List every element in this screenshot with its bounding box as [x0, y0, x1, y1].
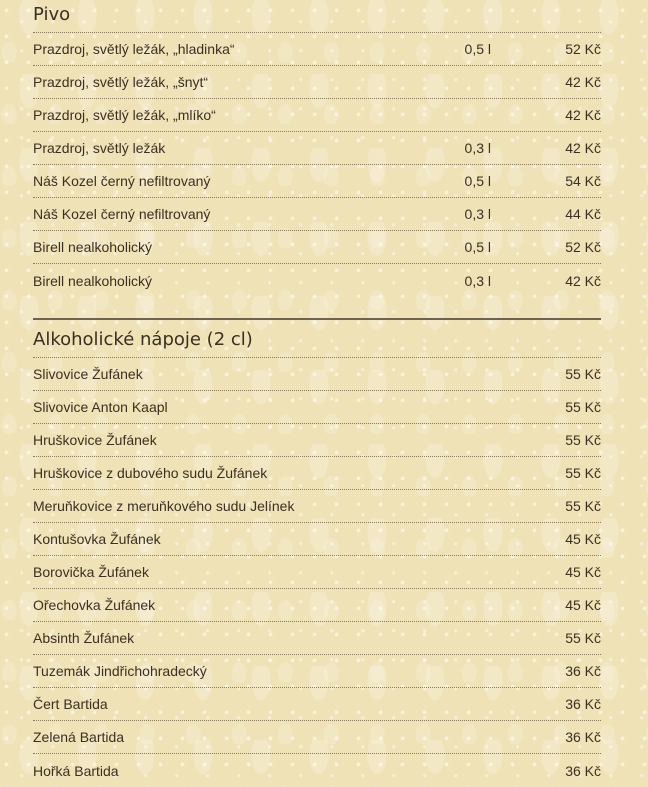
- menu-item: [33, 165, 601, 198]
- item-name: Kontušovka Žufánek: [33, 531, 161, 547]
- beer-list: [33, 33, 601, 297]
- item-name: Ořechovka Žufánek: [33, 597, 156, 613]
- spirits-list: [33, 358, 601, 787]
- item-volume: 0,5 l: [464, 173, 491, 189]
- item-name: Prazdroj, světlý ležák, „hladinka“: [33, 41, 235, 57]
- item-name: Prazdroj, světlý ležák, „mlíko“: [33, 107, 216, 123]
- item-price: 45 Kč: [565, 597, 601, 613]
- item-price: 52 Kč: [565, 239, 601, 255]
- menu-item: [33, 622, 601, 655]
- item-volume: 0,3 l: [464, 206, 491, 222]
- item-price: 36 Kč: [565, 696, 601, 712]
- menu-item: [33, 688, 601, 721]
- item-price: 55 Kč: [565, 432, 601, 448]
- item-name: Prazdroj, světlý ležák: [33, 140, 166, 156]
- item-price: 55 Kč: [565, 366, 601, 382]
- item-price: 45 Kč: [565, 564, 601, 580]
- item-price: 55 Kč: [565, 399, 601, 415]
- section-spacer: [33, 297, 601, 318]
- menu-item: [33, 132, 601, 165]
- menu-item: [33, 264, 601, 297]
- item-price: 36 Kč: [565, 663, 601, 679]
- menu-item: [33, 655, 601, 688]
- menu-item: [33, 457, 601, 490]
- item-name: Zelená Bartida: [33, 729, 125, 745]
- item-price: 42 Kč: [565, 107, 601, 123]
- item-price: 55 Kč: [565, 630, 601, 646]
- item-price: 42 Kč: [565, 74, 601, 90]
- section-title-spirits: Alkoholické nápoje (2 cl): [33, 320, 601, 358]
- item-name: Hruškovice Žufánek: [33, 432, 157, 448]
- item-name: Hruškovice z dubového sudu Žufánek: [33, 465, 268, 481]
- menu-item: [33, 523, 601, 556]
- item-volume: 0,5 l: [464, 41, 491, 57]
- item-name: Čert Bartida: [33, 696, 108, 712]
- item-volume: 0,3 l: [464, 140, 491, 156]
- item-name: Meruňkovice z meruňkového sudu Jelínek: [33, 498, 295, 514]
- item-price: 45 Kč: [565, 531, 601, 547]
- item-price: 42 Kč: [565, 272, 601, 289]
- item-volume: 0,3 l: [464, 272, 491, 289]
- drink-menu: [33, 0, 601, 787]
- menu-item: [33, 391, 601, 424]
- menu-item: [33, 358, 601, 391]
- item-price: 36 Kč: [565, 762, 601, 779]
- menu-item: [33, 198, 601, 231]
- item-name: Birell nealkoholický: [33, 272, 153, 289]
- item-price: 52 Kč: [565, 41, 601, 57]
- menu-item: [33, 589, 601, 622]
- beer-section: [33, 0, 601, 297]
- menu-item: [33, 556, 601, 589]
- item-name: Prazdroj, světlý ležák, „šnyt“: [33, 74, 209, 90]
- item-name: Hořká Bartida: [33, 762, 119, 779]
- menu-item: [33, 99, 601, 132]
- section-title-beer: Pivo: [33, 0, 601, 33]
- item-price: 42 Kč: [565, 140, 601, 156]
- menu-item: [33, 66, 601, 99]
- menu-item: [33, 231, 601, 264]
- item-name: Slivovice Anton Kaapl: [33, 399, 168, 415]
- menu-item: [33, 721, 601, 754]
- item-price: 36 Kč: [565, 729, 601, 745]
- menu-item: [33, 490, 601, 523]
- item-name: Borovička Žufánek: [33, 564, 149, 580]
- menu-item: [33, 754, 601, 787]
- item-volume: 0,5 l: [464, 239, 491, 255]
- item-price: 54 Kč: [565, 173, 601, 189]
- item-name: Slivovice Žufánek: [33, 366, 143, 382]
- item-name: Absinth Žufánek: [33, 630, 135, 646]
- item-price: 44 Kč: [565, 206, 601, 222]
- menu-item: [33, 33, 601, 66]
- item-name: Náš Kozel černý nefiltrovaný: [33, 173, 211, 189]
- spirits-section: [33, 320, 601, 787]
- item-name: Tuzemák Jindřichohradecký: [33, 663, 207, 679]
- menu-item: [33, 424, 601, 457]
- item-name: Náš Kozel černý nefiltrovaný: [33, 206, 211, 222]
- item-name: Birell nealkoholický: [33, 239, 153, 255]
- item-price: 55 Kč: [565, 465, 601, 481]
- item-price: 55 Kč: [565, 498, 601, 514]
